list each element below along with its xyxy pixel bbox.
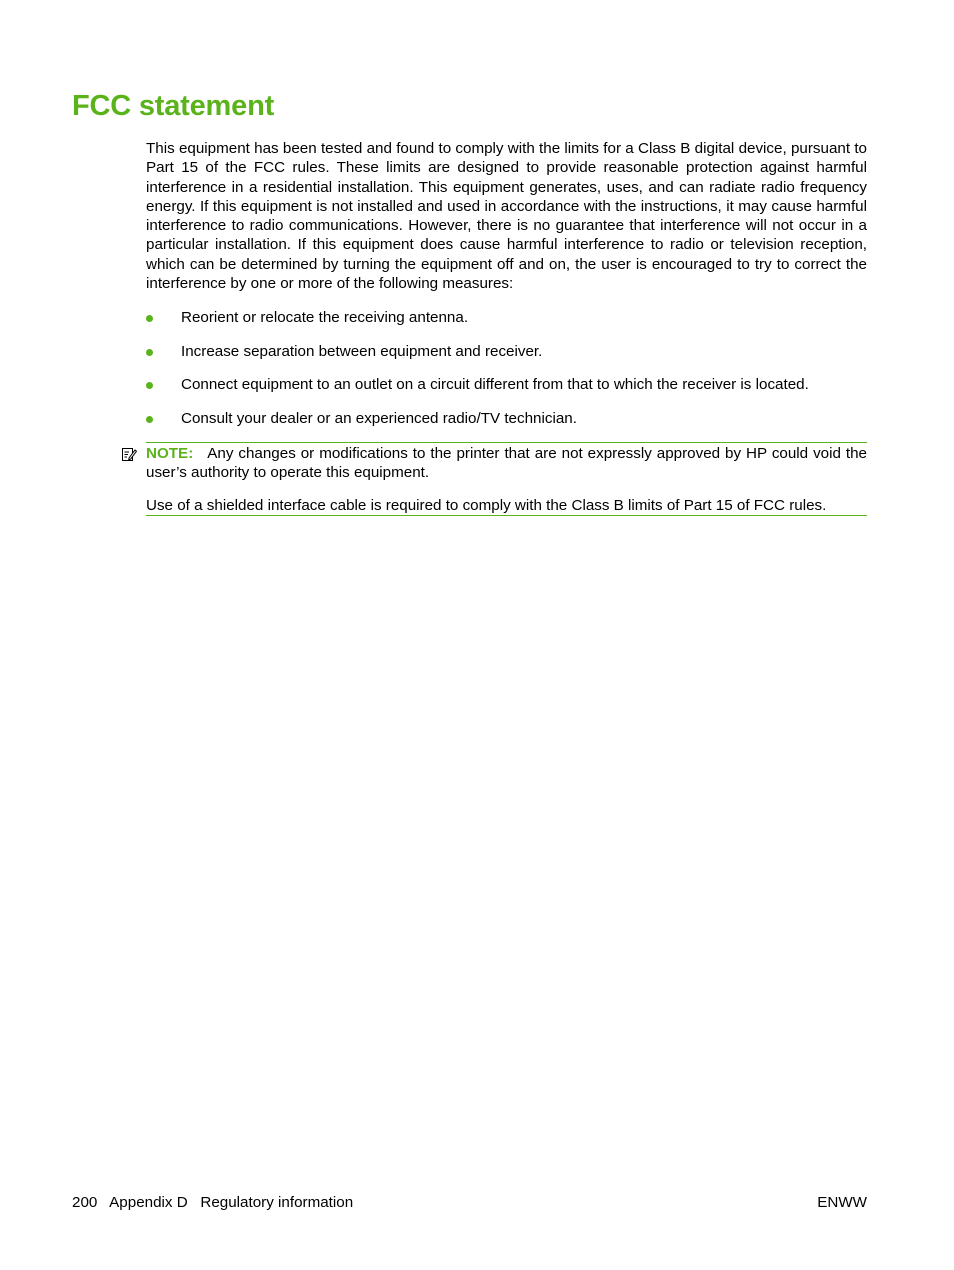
list-item [146,409,867,428]
measures-list [146,308,867,442]
measure-text: Consult your dealer or an experienced radio/TV technician. [181,409,577,427]
list-item [146,342,867,361]
note-label: NOTE: [146,445,194,462]
list-item [146,308,867,327]
note-pencil-icon [121,446,137,462]
intro-paragraph: This equipment has been tested and found to comply with the limits for a Class B digital device, pursuant to Part 15 of the FCC rules. These limits are designed to provide reasonable protection against harmful interference in a residential installation. This equipment generates, uses, and can radiate radio frequency energy. If this equipment is not installed and used in accordance with the instructions, it may cause harmful interference to radio communications. However, there is no guarantee that interference will not occur in a particular installation. If this equipment does cause harmful interference to radio or television reception, which can be determined by turning the equipment off and on, the user is encouraged to try to correct the interference by one or more of the following measures: [146,140,867,293]
page-title: FCC statement [72,90,275,122]
measure-text: Connect equipment to an outlet on a circuit different from that to which the receiver is located. [181,376,809,394]
shield-statement: Use of a shielded interface cable is required to comply with the Class B limits of Part 15 of FCC rules. [146,496,867,516]
list-item [146,375,867,394]
measure-text: Reorient or relocate the receiving antenna. [181,309,469,326]
footer-doc-code: ENWW [817,1194,867,1211]
footer-section: Appendix D [109,1194,188,1211]
footer-left [72,1193,353,1212]
measure-text: Increase separation between equipment and receiver. [181,342,543,360]
bullet-icon [146,416,153,423]
note-text: Any changes or modifications to the printer that are not expressly approved by HP could void the user’s authority to operate this equipment. [146,445,867,482]
page-number: 200 [72,1194,98,1211]
footer-chapter: Regulatory information [200,1194,354,1211]
bullet-icon [146,315,153,322]
note-box [146,442,867,483]
bullet-icon [146,382,153,389]
bullet-icon [146,349,153,356]
